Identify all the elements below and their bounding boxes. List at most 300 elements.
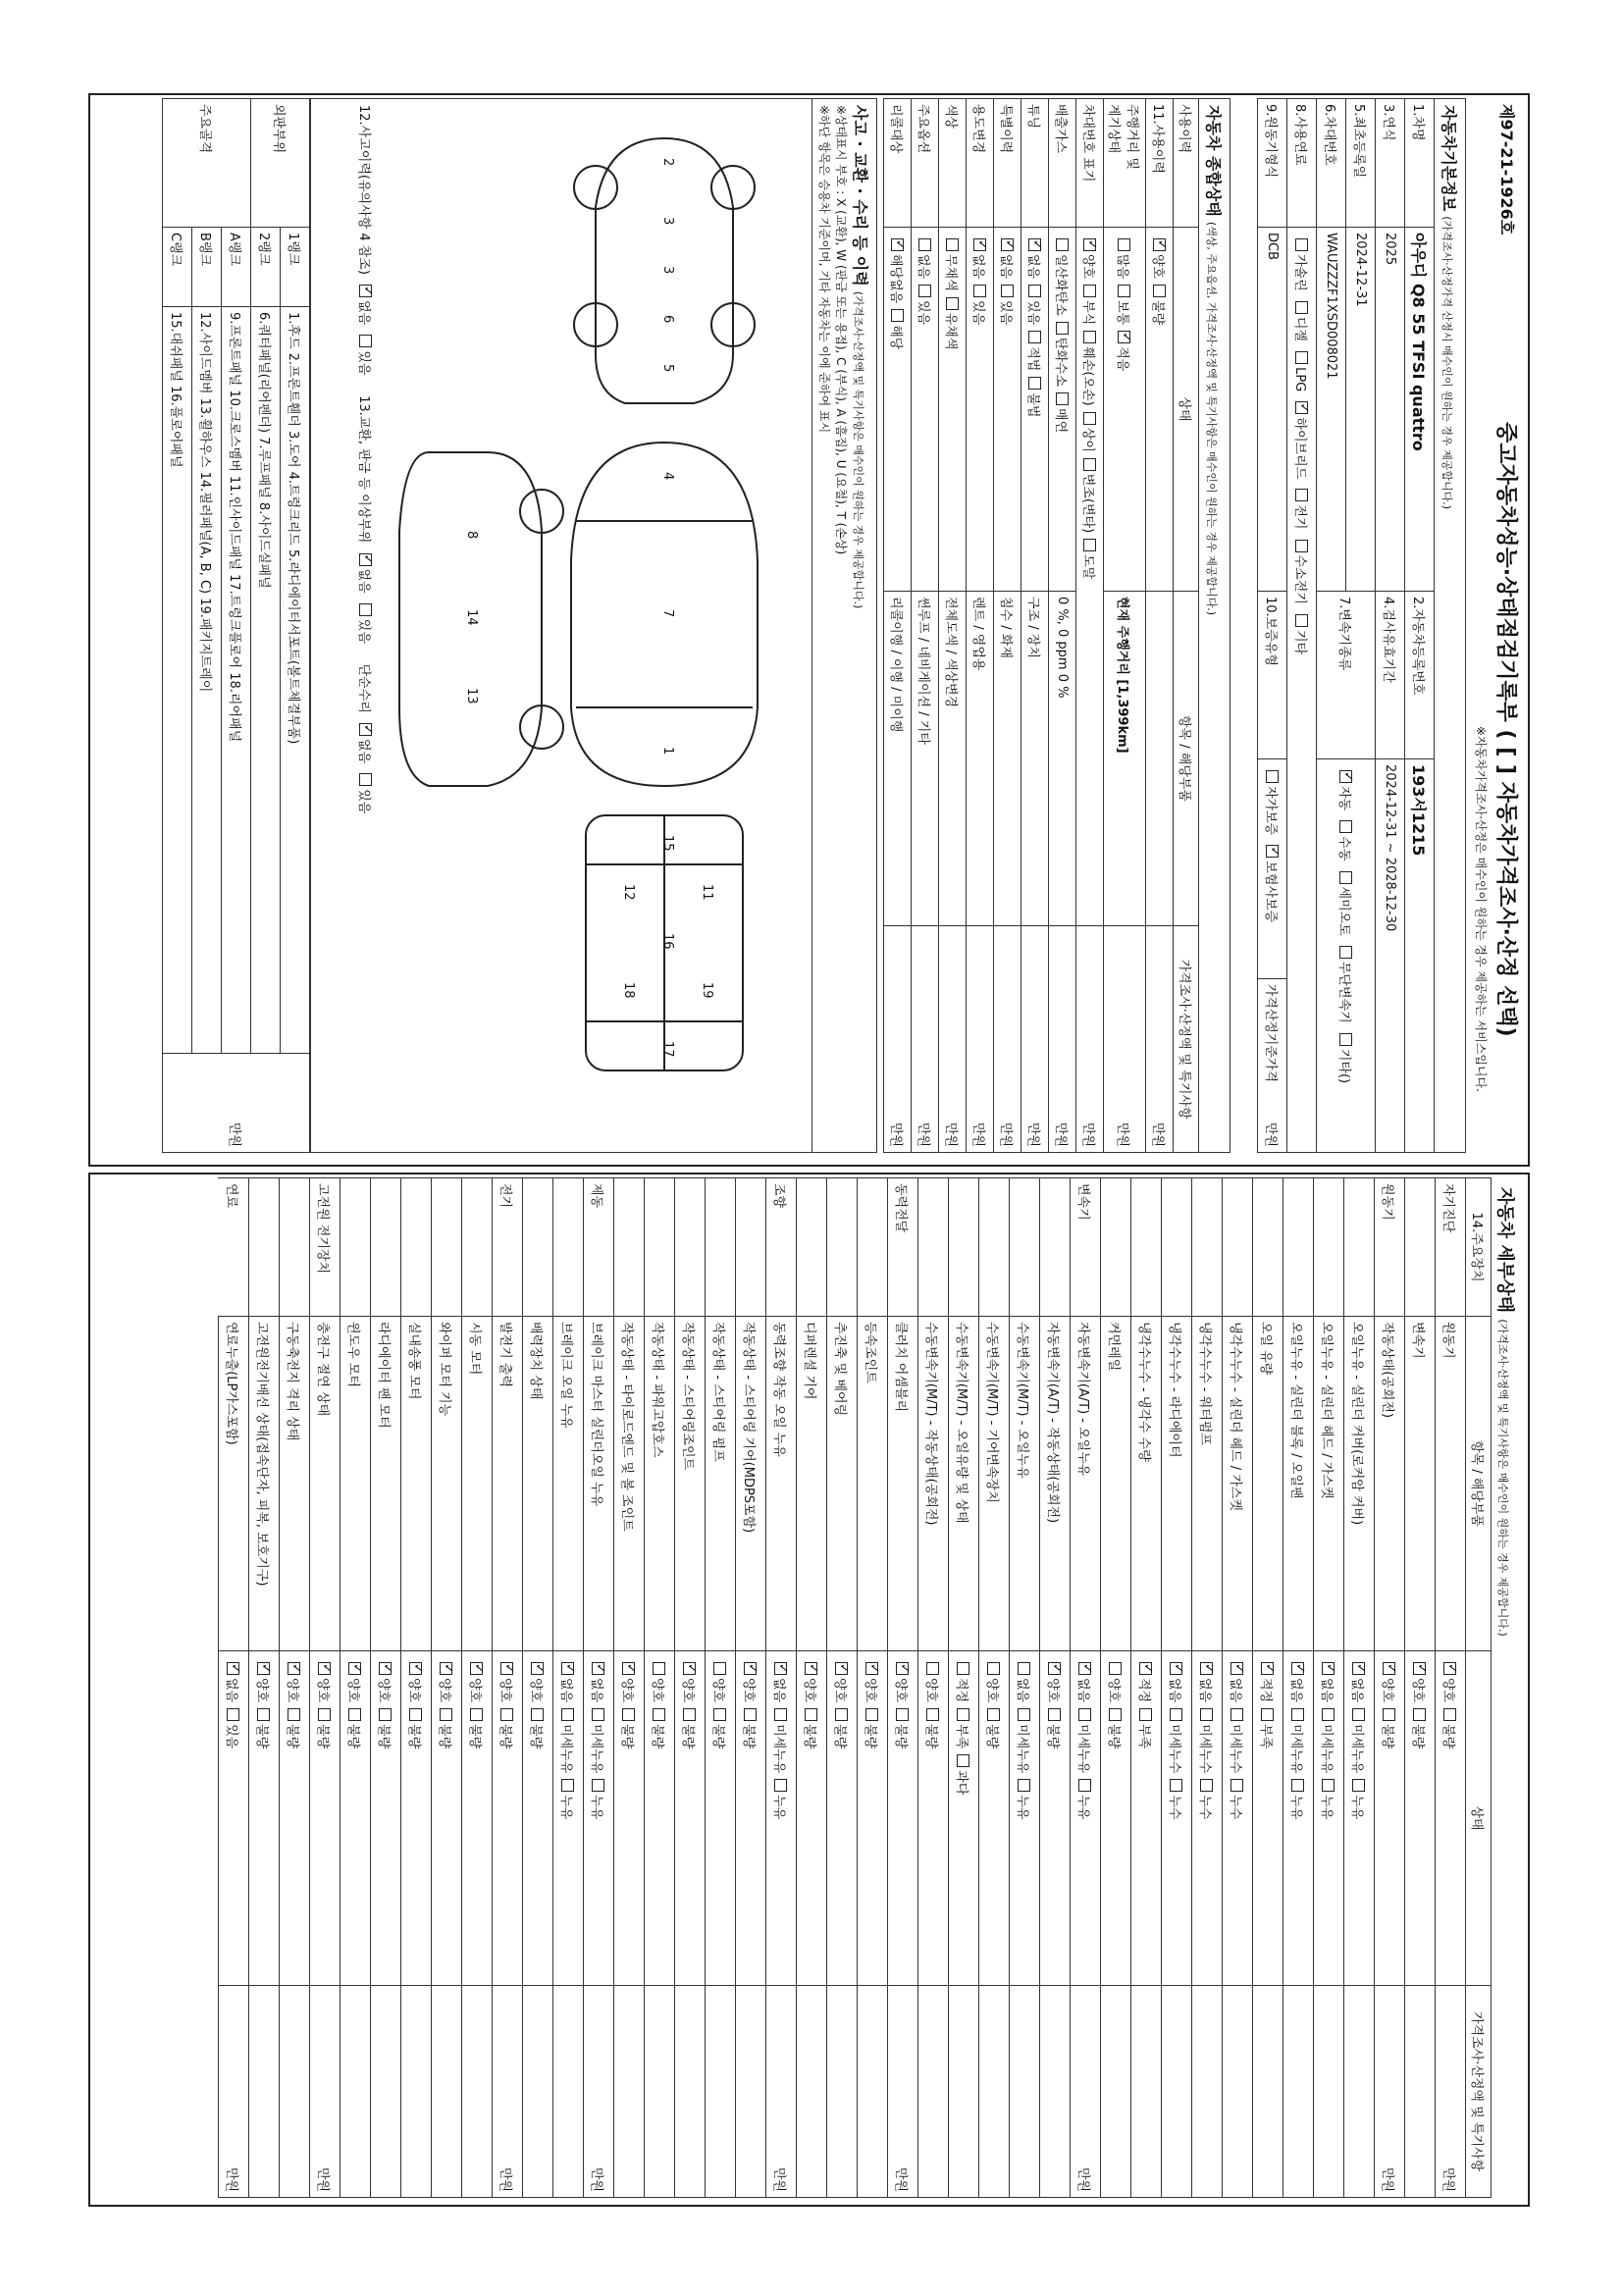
checkbox[interactable] [714, 1708, 727, 1721]
state-option[interactable]: 미세누유 [1076, 1702, 1091, 1773]
left-page [97, 98, 1525, 1158]
detail-group [340, 1178, 371, 1317]
checkbox[interactable] [1292, 1708, 1305, 1721]
checkbox[interactable] [593, 1662, 605, 1675]
fuel-option[interactable]: ✓하이브리드 [1292, 395, 1307, 479]
transmission-option[interactable]: 무단변속기 [1336, 940, 1351, 1023]
state-option[interactable]: ✓양호 [1381, 1656, 1395, 1702]
checkbox[interactable] [1292, 1662, 1305, 1675]
table-row [675, 1178, 706, 2198]
table-row [858, 1178, 888, 2198]
state-option[interactable]: 부족 [1137, 1702, 1152, 1748]
detail-state [1010, 1651, 1040, 1986]
checkbox[interactable] [684, 1662, 697, 1675]
detail-group [1344, 1178, 1375, 1317]
state-option[interactable]: ✓없음 [772, 1656, 787, 1702]
state-option[interactable]: ✓양호 [1046, 1656, 1061, 1702]
checkbox[interactable] [1140, 1662, 1153, 1675]
state-option[interactable]: ✓양호 [833, 1656, 848, 1702]
transmission-option[interactable]: 세미오토 [1336, 865, 1351, 936]
detail-price [1040, 1986, 1071, 2198]
checkbox[interactable] [958, 1754, 970, 1767]
state-option[interactable]: 불량 [1381, 1702, 1395, 1748]
state-option[interactable]: 누유 [1320, 1773, 1335, 1819]
checkbox[interactable] [866, 1662, 879, 1675]
detail-item: 연료누출(LP가스포함) [219, 1317, 249, 1651]
checkbox[interactable] [593, 1779, 605, 1792]
state-option[interactable]: ✓없음 [1350, 1656, 1365, 1702]
state-option[interactable]: ✓없음 [225, 1656, 239, 1702]
state-option[interactable]: 불량 [255, 1702, 270, 1748]
checkbox[interactable] [654, 1708, 666, 1721]
checkbox[interactable] [927, 1662, 940, 1675]
state-option[interactable]: ✓양호 [681, 1656, 696, 1702]
table-row: 색상 무채색유채색 전체도색 / 색상변경 만원 [939, 99, 967, 1153]
state-option[interactable]: ✓없음 [1229, 1656, 1243, 1702]
checkbox[interactable] [988, 1662, 1001, 1675]
detail-price: 만원 [219, 1986, 249, 2198]
state-option[interactable]: 양호 [924, 1656, 939, 1702]
detail-item: 오일 유량 [1253, 1317, 1283, 1651]
detail-state [1405, 1651, 1436, 1986]
state-option[interactable]: 미세누유 [1350, 1702, 1365, 1773]
detail-price [736, 1986, 766, 2198]
checkbox[interactable] [441, 1708, 453, 1721]
checkbox[interactable] [1079, 1662, 1092, 1675]
detail-group [797, 1178, 827, 1317]
state-option[interactable]: 불량 [803, 1702, 817, 1748]
checkbox[interactable] [349, 1708, 362, 1721]
detail-price [523, 1986, 553, 2198]
table-row [827, 1178, 858, 2198]
table-row [1071, 1178, 1101, 2198]
state-option[interactable]: ✓양호 [1411, 1656, 1426, 1702]
transmission-options [1317, 759, 1376, 1153]
state-option[interactable]: 불량 [742, 1702, 757, 1748]
svg-text:19: 19 [700, 982, 714, 999]
state-option[interactable]: 미세누유 [1320, 1702, 1335, 1773]
document-title: 중고자동차성능·상태점검기록부 ( [ ] 자동차가격조사·산정 선택) [1493, 422, 1518, 1037]
checkbox[interactable] [745, 1662, 758, 1675]
detail-item: 수동변속기(M/T) - 작동상태(공회전) [918, 1317, 949, 1651]
table-row [736, 1178, 766, 2198]
state-option[interactable]: 미세누유 [590, 1702, 604, 1773]
transmission-option[interactable]: 수동 [1336, 814, 1351, 861]
state-option[interactable]: 누수 [1229, 1773, 1243, 1819]
detail-state [1344, 1651, 1375, 1986]
fuel-option[interactable]: LPG [1292, 345, 1307, 391]
checkbox[interactable] [684, 1708, 697, 1721]
table-row [401, 1178, 432, 2198]
checkbox[interactable] [1414, 1708, 1427, 1721]
checkbox[interactable] [593, 1708, 605, 1721]
state-option[interactable]: 불량 [985, 1702, 1000, 1748]
checkbox[interactable] [1110, 1708, 1123, 1721]
checkbox[interactable] [836, 1708, 849, 1721]
q12-row: 12.사고이력(유의사항 4 참조) ✓없음 있음 13.교환, 판금 등 이상부위 ✓없음 있음 단순수리 ✓없음 있음 [356, 105, 375, 813]
detail-item: 시동 모터 [462, 1317, 493, 1651]
fuel-option[interactable]: 디젤 [1292, 295, 1307, 341]
state-option[interactable]: 미세누유 [772, 1702, 787, 1773]
state-option[interactable]: ✓양호 [620, 1656, 635, 1702]
table-row [645, 1178, 675, 2198]
checkbox[interactable] [471, 1708, 484, 1721]
checkbox[interactable] [1019, 1708, 1031, 1721]
inspect-period: 2024-12-31 ~ 2028-12-30 [1376, 759, 1405, 1153]
checkbox[interactable] [806, 1708, 818, 1721]
state-option[interactable]: 불량 [529, 1702, 544, 1748]
detail-price [1101, 1986, 1131, 2198]
state-option[interactable]: 불량 [894, 1702, 909, 1748]
checkbox[interactable] [897, 1662, 910, 1675]
detail-item: 클러치 어셈블리 [888, 1317, 918, 1651]
checkbox[interactable] [288, 1708, 301, 1721]
checkbox[interactable] [380, 1708, 393, 1721]
table-row: 주요옵션 없음있음 썬루프 / 네비게이션 / 기타 만원 [912, 99, 939, 1153]
checkbox[interactable] [1262, 1662, 1275, 1675]
state-option[interactable]: 불량 [316, 1702, 331, 1748]
state-option[interactable]: ✓없음 [1320, 1656, 1335, 1702]
table-row [310, 1178, 340, 2198]
detail-state [1314, 1651, 1344, 1986]
detail-item: 동력조향 작동 오일 누유 [766, 1317, 797, 1651]
detail-group: 원동기 [1375, 1178, 1405, 1317]
checkbox[interactable] [1049, 1708, 1062, 1721]
state-option[interactable]: 불량 [407, 1702, 422, 1748]
checkbox[interactable] [1201, 1708, 1214, 1721]
overall-col-detail: 항목 / 해당부품 [1174, 592, 1199, 926]
state-option[interactable]: ✓양호 [286, 1656, 300, 1702]
table-row [1162, 1178, 1192, 2198]
state-option[interactable]: 불량 [1441, 1702, 1456, 1748]
state-option[interactable]: ✓양호 [1441, 1656, 1456, 1702]
state-option[interactable]: ✓없음 [1198, 1656, 1213, 1702]
transmission-option[interactable]: 기타() [1336, 1027, 1351, 1083]
state-option[interactable]: 불량 [711, 1702, 726, 1748]
detail-item: 구동축전지 격리 상태 [280, 1317, 310, 1651]
svg-text:3: 3 [660, 217, 675, 226]
state-option[interactable]: 누유 [772, 1773, 787, 1819]
state-option[interactable]: ✓없음 [559, 1656, 574, 1702]
detail-price: 만원 [493, 1986, 523, 2198]
detail-group [1283, 1178, 1314, 1317]
checkbox[interactable] [1444, 1662, 1457, 1675]
state-option[interactable]: ✓양호 [316, 1656, 331, 1702]
detail-item: 작동상태(공회전) [1375, 1317, 1405, 1651]
state-option[interactable]: ✓양호 [255, 1656, 270, 1702]
fuel-option[interactable]: 전기 [1292, 483, 1307, 529]
checkbox[interactable] [410, 1708, 423, 1721]
detail-price: 만원 [1436, 1986, 1466, 2198]
checkbox[interactable] [958, 1708, 970, 1721]
fuel-option[interactable]: 수소전기 [1292, 534, 1307, 604]
table-row [766, 1178, 797, 2198]
checkbox[interactable] [228, 1662, 240, 1675]
checkbox[interactable] [410, 1662, 423, 1675]
checkbox[interactable] [1384, 1708, 1396, 1721]
checkbox[interactable] [1384, 1662, 1396, 1675]
state-option[interactable]: ✓양호 [529, 1656, 544, 1702]
detail-price [401, 1986, 432, 2198]
detail-item: 발전기 출력 [493, 1317, 523, 1651]
right-page [97, 1177, 1525, 2198]
state-option[interactable]: 불량 [620, 1702, 635, 1748]
detail-price: 만원 [766, 1986, 797, 2198]
accident-section-title: 사고 · 교환 · 수리 등 이력 [851, 105, 869, 287]
state-option[interactable]: 양호 [985, 1656, 1000, 1702]
warranty-option[interactable]: ✓보험사보증 [1263, 839, 1278, 922]
state-option[interactable]: 미세누유 [1289, 1702, 1304, 1773]
state-option[interactable]: 있음 [225, 1702, 239, 1748]
state-option[interactable]: 불량 [286, 1702, 300, 1748]
checkbox[interactable] [927, 1708, 940, 1721]
state-option[interactable]: 불량 [924, 1702, 939, 1748]
checkbox[interactable] [714, 1662, 727, 1675]
state-option[interactable]: ✓없음 [1289, 1656, 1304, 1702]
state-option[interactable]: 불량 [833, 1702, 848, 1748]
state-option[interactable]: ✓없음 [590, 1656, 604, 1702]
state-option[interactable]: 불량 [498, 1702, 513, 1748]
checkbox[interactable] [1079, 1779, 1092, 1792]
state-option[interactable]: 불량 [864, 1702, 878, 1748]
checkbox[interactable] [1049, 1662, 1062, 1675]
table-row [371, 1178, 401, 2198]
detail-state [949, 1651, 979, 1986]
checkbox[interactable] [1353, 1662, 1366, 1675]
checkbox[interactable] [1231, 1708, 1244, 1721]
checkbox[interactable] [562, 1779, 575, 1792]
svg-text:18: 18 [621, 982, 636, 999]
transmission-label: 7.변속기종류 [1317, 592, 1376, 759]
detail-state [432, 1651, 462, 1986]
fuel-option[interactable]: 가솔린 [1292, 233, 1307, 291]
first-reg-label: 5.최초등록일 [1346, 99, 1376, 228]
state-option[interactable]: 누유 [590, 1773, 604, 1819]
detail-state [401, 1651, 432, 1986]
checkbox[interactable] [501, 1662, 514, 1675]
fuel-option[interactable]: 기타 [1292, 608, 1307, 654]
state-option[interactable]: ✓양호 [864, 1656, 878, 1702]
state-option[interactable]: 과다 [955, 1748, 969, 1795]
checkbox[interactable] [1019, 1779, 1031, 1792]
checkbox[interactable] [745, 1708, 758, 1721]
detail-table: 14.주요장치 항목 / 해당부품 상태 가격조사·산정액 및 특기사항 자기진단 원동기 ✓양호불량 만원 변속기 ✓양호불량 원동기 작동상태(공회전) ✓양호불량 만원 오일누유 - 실린더 커버(로커암 커버) ✓없음미세누유누유 오일누유 - 실린더 헤드 / 가스켓 ✓없음미세누유누유 오일누유 - 실린더 블록 / 오일팬 ✓없음미세누유누유 오일 유량 ✓적정부족 냉각수누수 - 실린더 헤드 / 가스켓 ✓없음미세누수누수 냉각수누수 - 워터펌프 ✓없음미세누수누수 냉각수누수 - 라디에이터 ✓없음미세누수누수 냉각수누수 - 냉각수 수량 ✓적정부족 커먼레일 양호불량 변속기 자동변속기(A/T) - 오일누유 ✓없음미세누유누유 만원 자동변속기(A/T) - 작동상태(공회전) ✓양호불량 수동변속기(M/T) - 오일누유 없음미세누유누유 수동변속기(M/T) - 기어변속장치 양호불량 수동변속기(M/T) - 오일유량 및 상태 적정부족과다 수동변속기(M/T) - 작동상태(공회전) 양호불량 동력전달 클러치 어셈블리 ✓양호불량 만원 등속조인트 ✓양호불량 추진축 및 베어링 ✓양호불량 디퍼렌셜 기어 ✓양호불량 조향 동력조향 작동 오일 누유 ✓없음미세누유누유 만원 작동상태 - 스티어링 기어(MDPS포함) ✓양호불량 작동상태 - 스티어링 펌프 양호불량 작동상태 - 스티어링조인트 ✓양호불량 작동상태 - 파워고압호스 양호불량 작동상태 - 타이로드엔드 및 볼 조인트 ✓양호불량 제동 브레이크 마스터 실린더오일 누유 ✓없음미세누유누유 만원 브레이크 오일 누유 ✓없음미세누유누유 배력장치 상태 ✓양호불량 전기 발전기 출력 ✓양호불량 만원 시동 모터 ✓양호불량 와이퍼 모터 기능 ✓양호불량 실내송풍 모터 ✓양호불량 라디에이터 팬 모터 ✓양호불량 윈도우 모터 ✓양호불량 고전원 전기장치 충전구 절연 상태 ✓양호불량 만원 구동축전지 격리 상태 ✓양호불량 고전원전기배선 상태(접속단자, 피복, 보호기구) ✓양호불량 연료 연료누출(LP가스포함) ✓없음있음 만원 [218, 1177, 1492, 2198]
state-option[interactable]: 불량 [1046, 1702, 1061, 1748]
state-option[interactable]: 누수 [1168, 1773, 1182, 1819]
checkbox[interactable] [349, 1662, 362, 1675]
warranty-option[interactable]: 자가보증 [1263, 764, 1278, 835]
state-option[interactable]: 불량 [1411, 1702, 1426, 1748]
detail-state [706, 1651, 736, 1986]
detail-state [249, 1651, 280, 1986]
state-option[interactable]: 누유 [1289, 1773, 1304, 1819]
detail-state [736, 1651, 766, 1986]
checkbox[interactable] [1171, 1779, 1183, 1792]
state-option[interactable]: ✓양호 [346, 1656, 361, 1702]
checkbox[interactable] [501, 1708, 514, 1721]
checkbox[interactable] [988, 1708, 1001, 1721]
state-option[interactable]: 불량 [377, 1702, 392, 1748]
state-option[interactable]: 불량 [438, 1702, 452, 1748]
checkbox[interactable] [228, 1708, 240, 1721]
checkbox[interactable] [532, 1708, 545, 1721]
state-option[interactable]: 누유 [559, 1773, 574, 1819]
checkbox[interactable] [775, 1662, 788, 1675]
detail-group [1131, 1178, 1162, 1317]
detail-item: 냉각수누수 - 워터펌프 [1192, 1317, 1223, 1651]
checkbox[interactable] [623, 1708, 636, 1721]
checkbox[interactable] [1262, 1708, 1275, 1721]
state-option[interactable]: ✓양호 [438, 1656, 452, 1702]
detail-item: 오일누유 - 실린더 커버(로커암 커버) [1344, 1317, 1375, 1651]
state-option[interactable]: 불량 [1107, 1702, 1122, 1748]
state-option[interactable]: ✓양호 [377, 1656, 392, 1702]
checkbox[interactable] [1201, 1662, 1214, 1675]
detail-group [1101, 1178, 1131, 1317]
detail-price [1131, 1986, 1162, 2198]
state-option[interactable]: 없음 [1016, 1656, 1030, 1702]
state-option[interactable]: ✓적정 [1137, 1656, 1152, 1702]
checkbox[interactable] [441, 1662, 453, 1675]
detail-item: 고전원전기배선 상태(접속단자, 피복, 보호기구) [249, 1317, 280, 1651]
svg-text:7: 7 [660, 609, 675, 618]
checkbox[interactable] [1231, 1779, 1244, 1792]
detail-item: 와이퍼 모터 기능 [432, 1317, 462, 1651]
checkbox[interactable] [532, 1662, 545, 1675]
transmission-option[interactable]: ✓자동 [1336, 764, 1351, 810]
checkbox[interactable] [654, 1662, 666, 1675]
detail-price [797, 1986, 827, 2198]
checkbox[interactable] [1201, 1779, 1214, 1792]
checkbox[interactable] [958, 1662, 970, 1675]
state-option[interactable]: ✓없음 [1168, 1656, 1182, 1702]
detail-price [1283, 1986, 1314, 2198]
state-option[interactable]: 불량 [681, 1702, 696, 1748]
detail-group [1253, 1178, 1283, 1317]
checkbox[interactable] [258, 1662, 271, 1675]
state-option[interactable]: 적정 [955, 1656, 969, 1702]
state-option[interactable]: 미세누수 [1168, 1702, 1182, 1773]
state-option[interactable]: 미세누유 [1016, 1702, 1030, 1773]
table-row: 튜닝 ✓없음있음적법불법 구조 / 장치 만원 [1021, 99, 1049, 1153]
detail-group [645, 1178, 675, 1317]
state-option[interactable]: 부족 [1259, 1702, 1274, 1748]
checkbox[interactable] [1079, 1708, 1092, 1721]
checkbox[interactable] [380, 1662, 393, 1675]
state-option[interactable]: 미세누수 [1229, 1702, 1243, 1773]
checkbox[interactable] [1171, 1662, 1183, 1675]
state-option[interactable]: 부족 [955, 1702, 969, 1748]
checkbox[interactable] [775, 1779, 788, 1792]
checkbox[interactable] [562, 1708, 575, 1721]
checkbox[interactable] [562, 1662, 575, 1675]
state-option[interactable]: 미세누유 [559, 1702, 574, 1773]
state-option[interactable]: 누유 [1076, 1773, 1091, 1819]
checkbox[interactable] [806, 1662, 818, 1675]
detail-item: 브레이크 마스터 실린더오일 누유 [584, 1317, 614, 1651]
table-row [1131, 1178, 1162, 2198]
checkbox[interactable] [775, 1708, 788, 1721]
state-option[interactable]: ✓양호 [894, 1656, 909, 1702]
state-option[interactable]: 미세누수 [1198, 1702, 1213, 1773]
detail-group: 연료 [219, 1178, 249, 1317]
checkbox[interactable] [1323, 1662, 1335, 1675]
state-option[interactable]: ✓양호 [407, 1656, 422, 1702]
state-option[interactable]: 불량 [468, 1702, 483, 1748]
svg-text:8: 8 [464, 531, 479, 540]
checkbox[interactable] [897, 1708, 910, 1721]
price-basis: 가격산정기준가격 만원 [1258, 978, 1287, 1152]
state-option[interactable]: 누유 [1016, 1773, 1030, 1819]
checkbox[interactable] [836, 1662, 849, 1675]
detail-state [340, 1651, 371, 1986]
checkbox[interactable] [1292, 1779, 1305, 1792]
detail-price [1253, 1986, 1283, 2198]
table-row: 배출가스 일산화탄소탄화수소매연 0 %, 0 ppm 0 % 만원 [1049, 99, 1076, 1153]
state-option[interactable]: ✓양호 [803, 1656, 817, 1702]
state-option[interactable]: ✓적정 [1259, 1656, 1274, 1702]
checkbox[interactable] [1019, 1662, 1031, 1675]
detail-state [371, 1651, 401, 1986]
state-option[interactable]: ✓없음 [1076, 1656, 1091, 1702]
checkbox[interactable] [1171, 1708, 1183, 1721]
car-diagram-area [310, 98, 812, 1153]
detail-group [675, 1178, 706, 1317]
state-option[interactable]: ✓양호 [498, 1656, 513, 1702]
checkbox[interactable] [623, 1662, 636, 1675]
detail-state [1253, 1651, 1283, 1986]
checkbox[interactable] [1414, 1662, 1427, 1675]
mark-legend-2: ※하단 항목은 승용차 기준이며, 기타 자동차는 이에 준하여 표시 [817, 105, 831, 434]
detail-price [340, 1986, 371, 2198]
checkbox[interactable] [319, 1662, 332, 1675]
checkbox[interactable] [1353, 1708, 1366, 1721]
state-option[interactable]: 양호 [651, 1656, 665, 1702]
checkbox[interactable] [866, 1708, 879, 1721]
table-row [340, 1178, 371, 2198]
detail-price: 만원 [584, 1986, 614, 2198]
car-diagrams [380, 99, 812, 1149]
detail-group: 고전원 전기장치 [310, 1178, 340, 1317]
state-option[interactable]: 양호 [711, 1656, 726, 1702]
svg-text:11: 11 [700, 884, 714, 901]
detail-item: 작동상태 - 타이로드엔드 및 볼 조인트 [614, 1317, 645, 1651]
checkbox[interactable] [471, 1662, 484, 1675]
state-option[interactable]: 양호 [1107, 1656, 1122, 1702]
checkbox[interactable] [1323, 1708, 1335, 1721]
state-option[interactable]: ✓양호 [468, 1656, 483, 1702]
checkbox[interactable] [319, 1708, 332, 1721]
detail-item: 오일누유 - 실린더 헤드 / 가스켓 [1314, 1317, 1344, 1651]
checkbox[interactable] [258, 1708, 271, 1721]
checkbox[interactable] [1231, 1662, 1244, 1675]
state-option[interactable]: 불량 [651, 1702, 665, 1748]
checkbox[interactable] [1110, 1662, 1123, 1675]
state-option[interactable]: 누수 [1198, 1773, 1213, 1819]
checkbox[interactable] [1444, 1708, 1457, 1721]
checkbox[interactable] [288, 1662, 301, 1675]
checkbox[interactable] [1353, 1779, 1366, 1792]
detail-price [706, 1986, 736, 2198]
checkbox[interactable] [1323, 1779, 1335, 1792]
state-option[interactable]: ✓양호 [742, 1656, 757, 1702]
table-row [523, 1178, 553, 2198]
table-row: 주행거리 및 계기상태 많음보통✓적음 현재 주행거리 [1,399km] 만원 [1104, 99, 1146, 1153]
fuel-options [1287, 228, 1317, 1153]
state-option[interactable]: 누유 [1350, 1773, 1365, 1819]
checkbox[interactable] [1140, 1708, 1153, 1721]
state-option[interactable]: 불량 [346, 1702, 361, 1748]
